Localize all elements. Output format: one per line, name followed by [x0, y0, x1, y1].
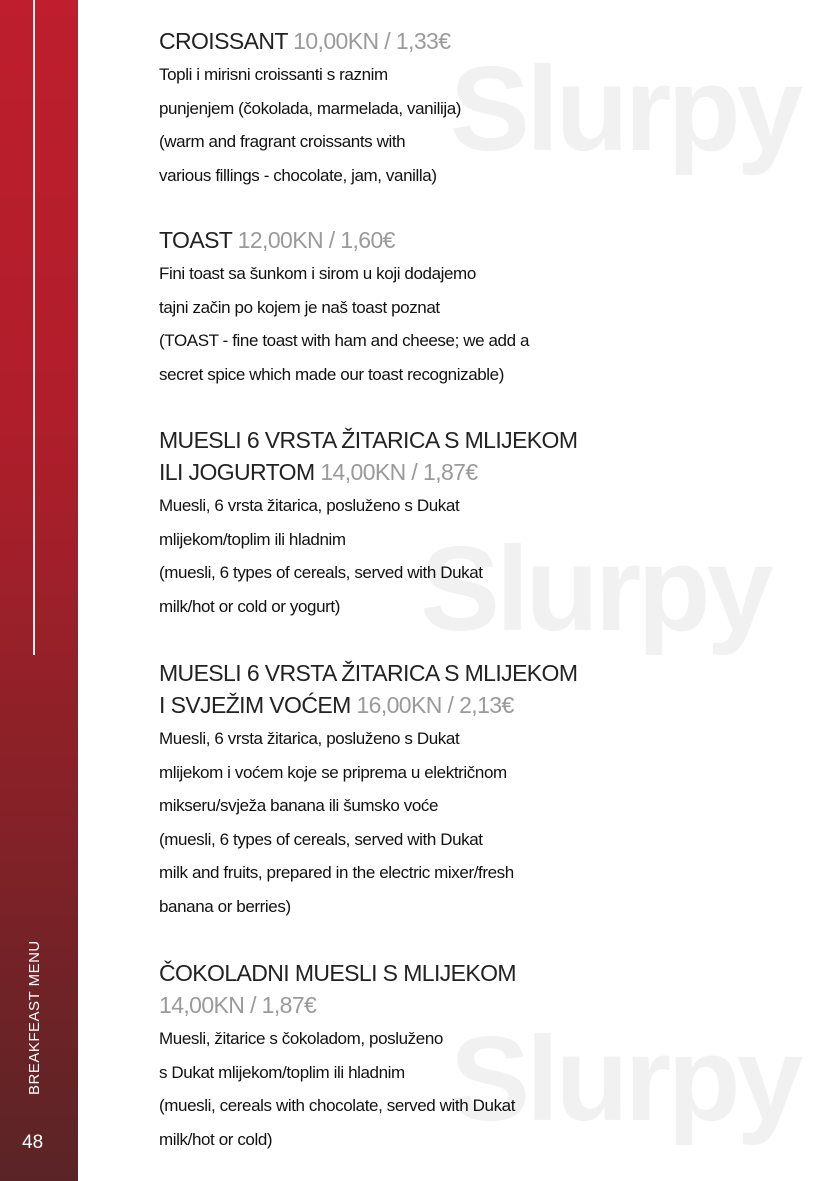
- item-title: [159, 957, 599, 1021]
- item-price: 14,00KN / 1,87€: [320, 459, 478, 485]
- description-line: (muesli, 6 types of cereals, served with Dukat: [159, 563, 483, 582]
- description-line: milk and fruits, prepared in the electric mixer/fresh: [159, 863, 514, 882]
- item-title: [159, 424, 599, 488]
- item-title: [159, 657, 599, 721]
- item-description: [159, 58, 599, 192]
- description-line: s Dukat mlijekom/toplim ili hladnim: [159, 1062, 405, 1082]
- description-line: banana or berries): [159, 896, 291, 916]
- item-price: 10,00KN / 1,33€: [293, 28, 451, 54]
- description-line: (muesli, cereals with chocolate, served with Dukat: [159, 1096, 516, 1115]
- item-description: [159, 489, 599, 623]
- item-name: CROISSANT: [159, 28, 288, 54]
- item-title: [159, 224, 599, 256]
- menu-item: [159, 657, 599, 923]
- sidebar-divider-line: [33, 0, 35, 655]
- item-name: TOAST: [159, 227, 232, 253]
- menu-item: [159, 25, 599, 192]
- item-price: 14,00KN / 1,87€: [159, 992, 317, 1018]
- item-title: [159, 25, 599, 57]
- sidebar: [0, 0, 78, 1181]
- description-line: Fini toast sa šunkom i sirom u koji dodajemo: [159, 264, 476, 283]
- description-line: Muesli, žitarice s čokoladom, posluženo: [159, 1029, 443, 1048]
- description-line: mlijekom i voćem koje se priprema u električnom: [159, 762, 507, 782]
- description-line: tajni začin po kojem je naš toast poznat: [159, 297, 440, 317]
- item-name-continued: I SVJEŽIM VOĆEM: [159, 692, 351, 718]
- description-line: milk/hot or cold or yogurt): [159, 596, 340, 616]
- watermark-logo: Slurpy: [450, 42, 800, 176]
- description-line: mlijekom/toplim ili hladnim: [159, 529, 346, 549]
- page-number: 48: [22, 1132, 44, 1153]
- watermark-logo: Slurpy: [450, 1012, 800, 1146]
- item-description: [159, 1022, 599, 1156]
- item-description: [159, 722, 599, 923]
- item-price: 16,00KN / 2,13€: [356, 692, 514, 718]
- item-name: MUESLI 6 VRSTA ŽITARICA S MLIJEKOM: [159, 427, 578, 453]
- description-line: secret spice which made our toast recognizable): [159, 364, 504, 384]
- description-line: (muesli, 6 types of cereals, served with Dukat: [159, 829, 483, 849]
- menu-item: [159, 424, 599, 623]
- watermark-logo: Slurpy: [420, 522, 770, 656]
- item-price: 12,00KN / 1,60€: [237, 227, 395, 253]
- description-line: punjenjem (čokolada, marmelada, vanilija): [159, 98, 462, 118]
- description-line: various fillings - chocolate, jam, vanilla): [159, 165, 437, 185]
- description-line: mikseru/svježa banana ili šumsko voće: [159, 796, 439, 815]
- description-line: Muesli, 6 vrsta žitarica, posluženo s Dukat: [159, 496, 460, 515]
- menu-item: [159, 957, 599, 1156]
- description-line: (TOAST - fine toast with ham and cheese; we add a: [159, 331, 530, 350]
- description-line: (warm and fragrant croissants with: [159, 132, 406, 151]
- item-name: MUESLI 6 VRSTA ŽITARICA S MLIJEKOM: [159, 660, 578, 686]
- description-line: Topli i mirisni croissanti s raznim: [159, 65, 388, 84]
- description-line: Muesli, 6 vrsta žitarica, posluženo s Dukat: [159, 729, 460, 748]
- item-name: ČOKOLADNI MUESLI S MLIJEKOM: [159, 960, 516, 986]
- menu-item: [159, 224, 599, 391]
- item-description: [159, 257, 599, 391]
- item-name-continued: ILI JOGURTOM: [159, 459, 315, 485]
- description-line: milk/hot or cold): [159, 1129, 273, 1149]
- section-title: BREAKFEAST MENU: [26, 940, 43, 1095]
